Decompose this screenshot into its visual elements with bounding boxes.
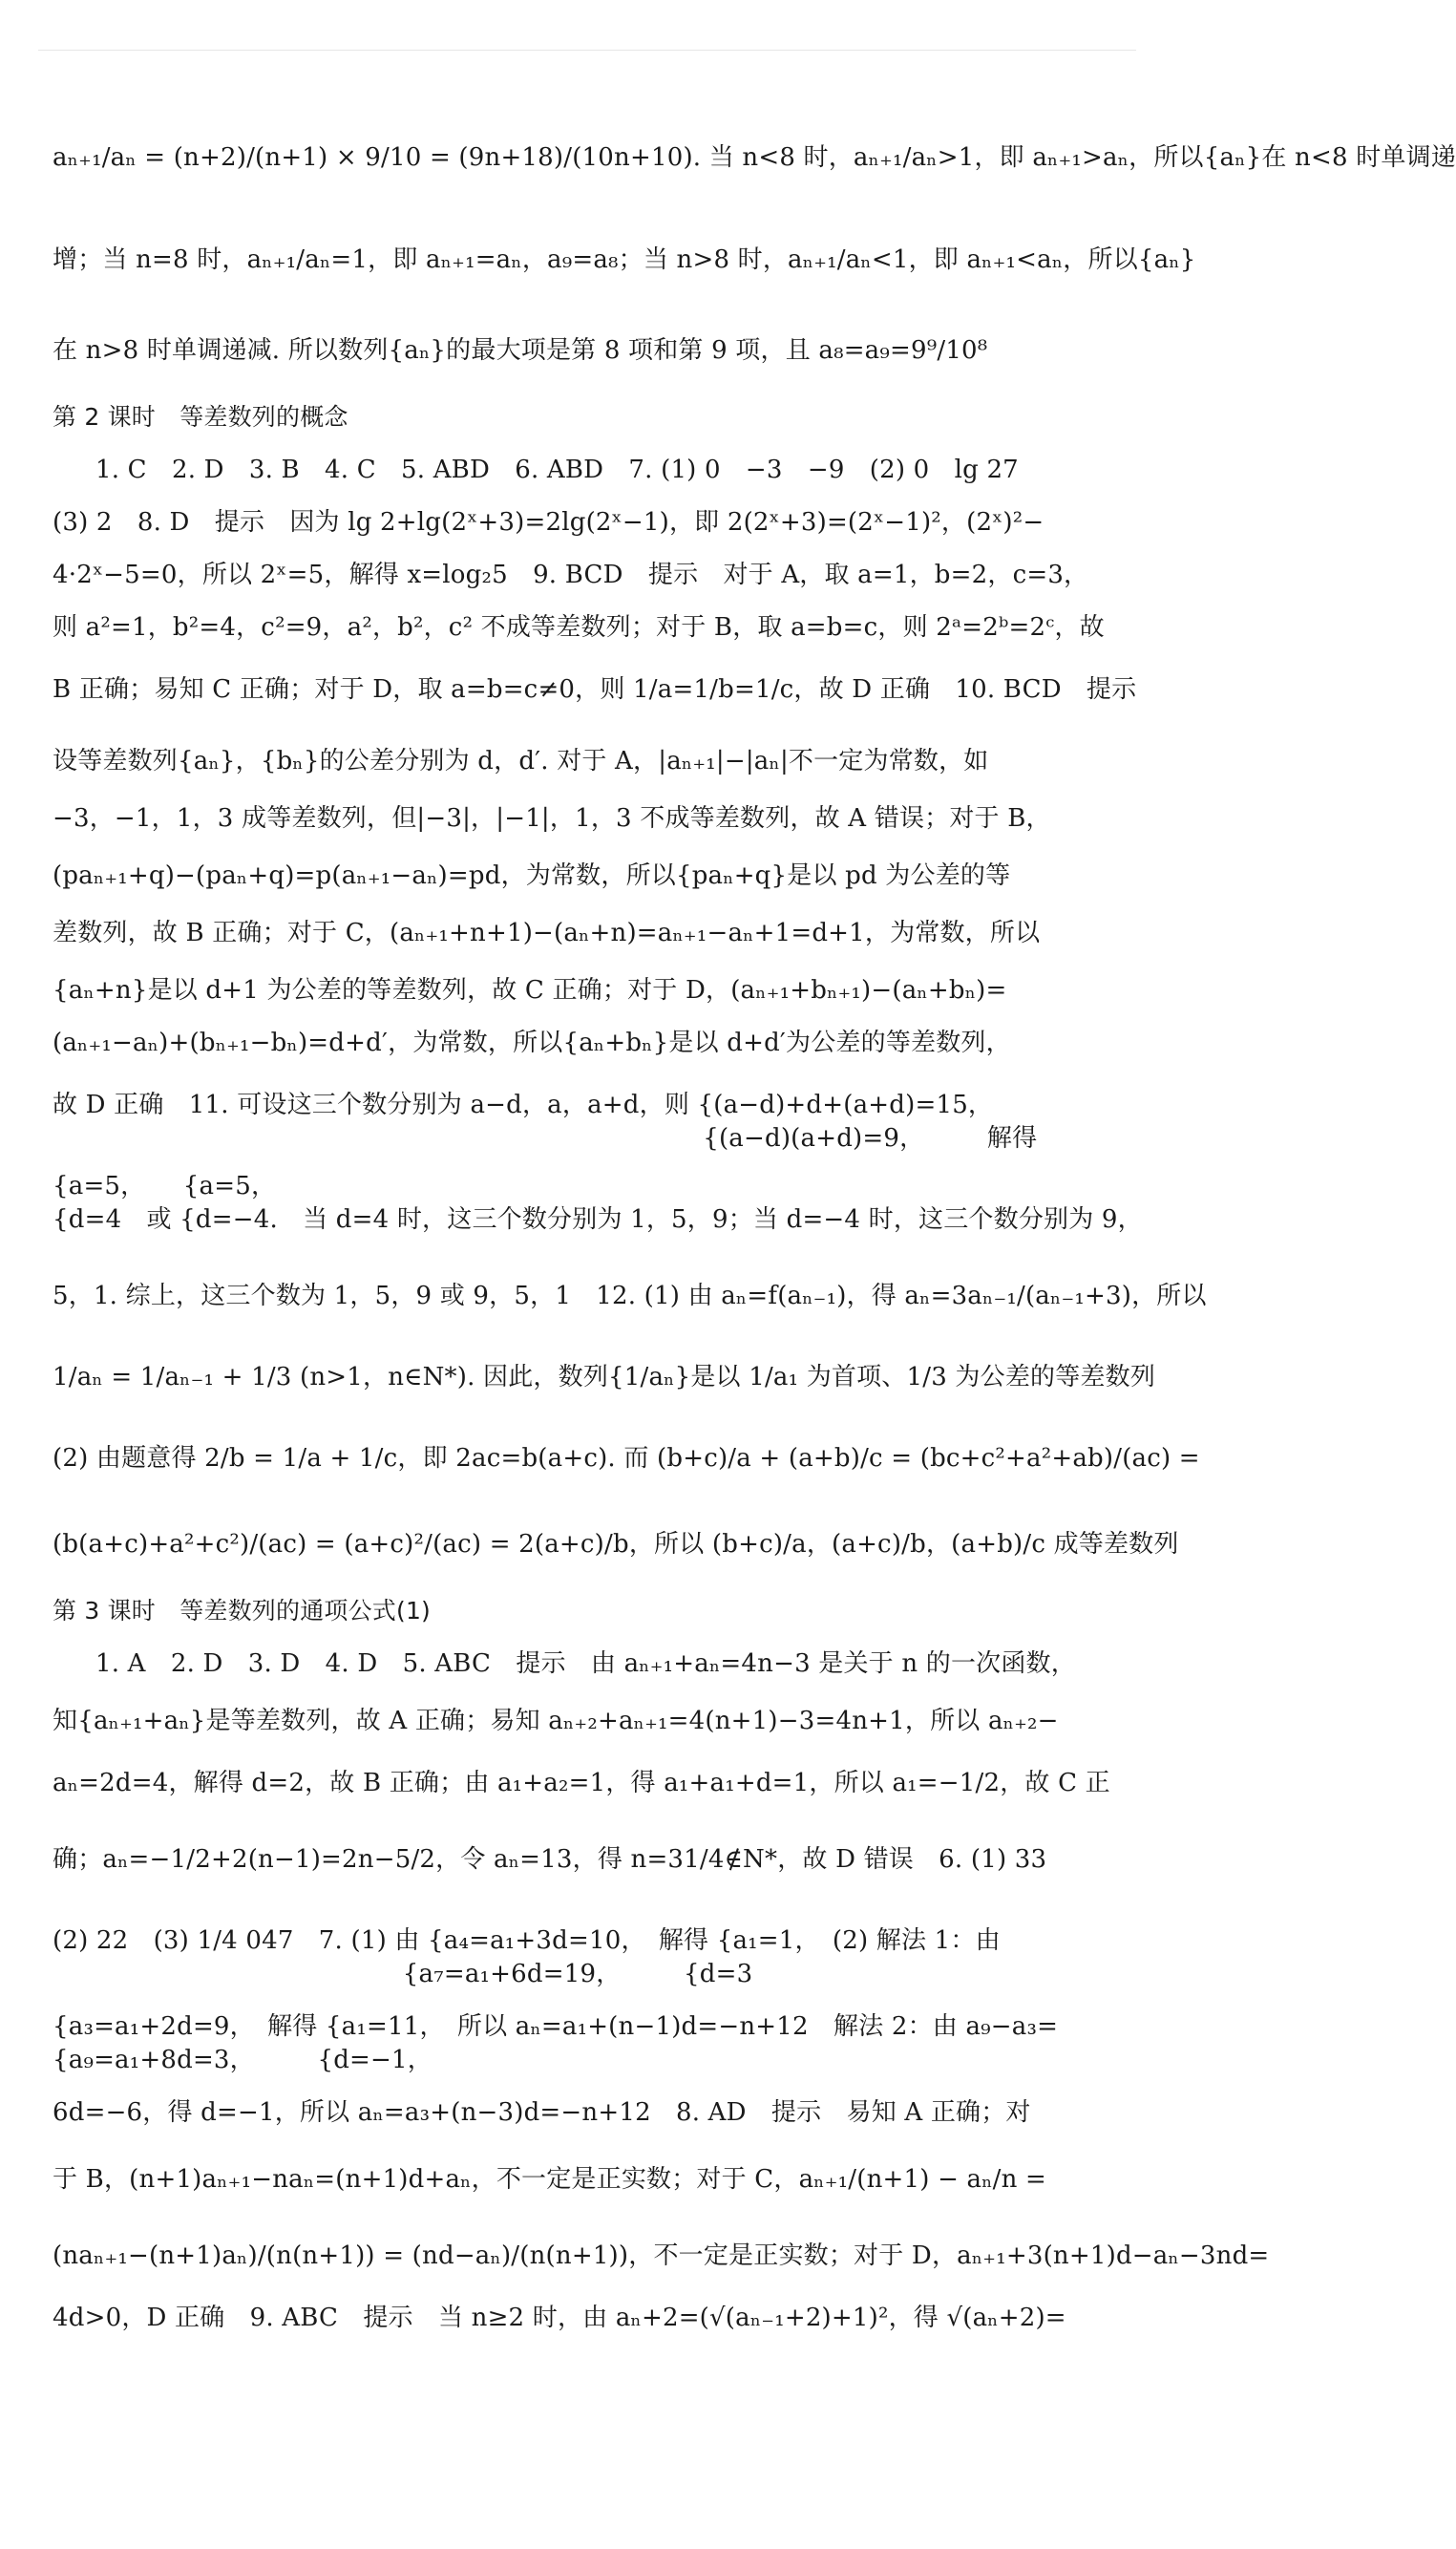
text-line: 差数列，故 B 正确；对于 C，(aₙ₊₁+n+1)−(aₙ+n)=aₙ₊₁−aₙ+1=d+1，为常数，所以	[53, 919, 1041, 947]
text-line: 5，1. 综上，这三个数为 1，5，9 或 9，5，1 12. (1) 由 aₙ=f(aₙ₋₁)，得 aₙ=3aₙ₋₁/(aₙ₋₁+3)，所以	[53, 1282, 1207, 1310]
text-line: 6d=−6，得 d=−1，所以 aₙ=a₃+(n−3)d=−n+12 8. AD 提示 易知 A 正确；对	[53, 2098, 1031, 2127]
text-line: 1. A 2. D 3. D 4. D 5. ABC 提示 由 aₙ₊₁+aₙ=4n−3 是关于 n 的一次函数，	[95, 1649, 1076, 1678]
text-line: 4d>0，D 正确 9. ABC 提示 当 n≥2 时，由 aₙ+2=(√(aₙ₋₁+2)+1)²，得 √(aₙ+2)=	[53, 2304, 1066, 2332]
text-line: (2) 由题意得 2/b = 1/a + 1/c，即 2ac=b(a+c). 而 (b+c)/a + (a+b)/c = (bc+c²+a²+ab)/(ac) =	[53, 1444, 1200, 1473]
text-line: B 正确；易知 C 正确；对于 D，取 a=b=c≠0，则 1/a=1/b=1/c，故 D 正确 10. BCD 提示	[53, 675, 1137, 704]
text-line: 在 n>8 时单调递减. 所以数列{aₙ}的最大项是第 8 项和第 9 项，且 a₈=a₉=9⁹/10⁸	[53, 336, 988, 365]
text-line: (paₙ₊₁+q)−(paₙ+q)=p(aₙ₊₁−aₙ)=pd，为常数，所以{paₙ+q}是以 pd 为公差的等	[53, 861, 1011, 890]
top-divider	[38, 50, 1136, 51]
text-line: 设等差数列{aₙ}，{bₙ}的公差分别为 d，d′. 对于 A，|aₙ₊₁|−|aₙ|不一定为常数，如	[53, 747, 989, 775]
text-line: (3) 2 8. D 提示 因为 lg 2+lg(2ˣ+3)=2lg(2ˣ−1)，即 2(2ˣ+3)=(2ˣ−1)²，(2ˣ)²−	[53, 508, 1045, 537]
text-line: 故 D 正确 11. 可设这三个数分别为 a−d，a，a+d，则 {(a−d)+d+(a+d)=15，	[53, 1091, 994, 1119]
text-line: {a₃=a₁+2d=9， 解得 {a₁=11， 所以 aₙ=a₁+(n−1)d=−n+12 解法 2：由 a₉−a₃=	[53, 2012, 1059, 2041]
text-line: 1. C 2. D 3. B 4. C 5. ABD 6. ABD 7. (1) 0 −3 −9 (2) 0 lg 27	[95, 456, 1019, 484]
text-line: 4·2ˣ−5=0，所以 2ˣ=5，解得 x=log₂5 9. BCD 提示 对于 A，取 a=1，b=2，c=3，	[53, 561, 1089, 589]
text-line: aₙ=2d=4，解得 d=2，故 B 正确；由 a₁+a₂=1，得 a₁+a₁+d=1，所以 a₁=−1/2，故 C 正	[53, 1769, 1110, 1797]
text-line: 知{aₙ₊₁+aₙ}是等差数列，故 A 正确；易知 aₙ₊₂+aₙ₊₁=4(n+1)−3=4n+1，所以 aₙ₊₂−	[53, 1707, 1059, 1735]
text-line: 增；当 n=8 时，aₙ₊₁/aₙ=1，即 aₙ₊₁=aₙ，a₉=a₈；当 n>8 时，aₙ₊₁/aₙ<1，即 aₙ₊₁<aₙ，所以{aₙ}	[53, 245, 1196, 274]
section-heading: 第 2 课时 等差数列的概念	[53, 403, 348, 431]
text-line: {a₇=a₁+6d=19， {d=3	[53, 1960, 753, 1988]
text-line: 确；aₙ=−1/2+2(n−1)=2n−5/2，令 aₙ=13，得 n=31/4∉N*，故 D 错误 6. (1) 33	[53, 1845, 1047, 1874]
text-line: 于 B，(n+1)aₙ₊₁−naₙ=(n+1)d+aₙ，不一定是正实数；对于 C，aₙ₊₁/(n+1) − aₙ/n =	[53, 2165, 1047, 2194]
text-line: (aₙ₊₁−aₙ)+(bₙ₊₁−bₙ)=d+d′，为常数，所以{aₙ+bₙ}是以 d+d′为公差的等差数列，	[53, 1029, 1011, 1057]
text-line: {aₙ+n}是以 d+1 为公差的等差数列，故 C 正确；对于 D，(aₙ₊₁+bₙ₊₁)−(aₙ+bₙ)=	[53, 976, 1007, 1005]
text-line: 1/aₙ = 1/aₙ₋₁ + 1/3 (n>1，n∈N*). 因此，数列{1/aₙ}是以 1/a₁ 为首项、1/3 为公差的等差数列	[53, 1363, 1156, 1391]
text-line: {d=4 或 {d=−4. 当 d=4 时，这三个数分别为 1，5，9；当 d=−4 时，这三个数分别为 9，	[53, 1205, 1143, 1234]
text-line: 则 a²=1，b²=4，c²=9，a²，b²，c² 不成等差数列；对于 B，取 a=b=c，则 2ᵃ=2ᵇ=2ᶜ，故	[53, 613, 1105, 642]
text-line: aₙ₊₁/aₙ = (n+2)/(n+1) × 9/10 = (9n+18)/(10n+10). 当 n<8 时，aₙ₊₁/aₙ>1，即 aₙ₊₁>aₙ，所以{aₙ}在 n<8 时单调递	[53, 143, 1456, 172]
text-line: {(a−d)(a+d)=9， 解得	[53, 1124, 1038, 1153]
text-line: (2) 22 (3) 1/4 047 7. (1) 由 {a₄=a₁+3d=10， 解得 {a₁=1， (2) 解法 1：由	[53, 1926, 1001, 1955]
text-line: −3，−1，1，3 成等差数列，但|−3|，|−1|，1，3 不成等差数列，故 A 错误；对于 B，	[53, 804, 1051, 833]
text-line: {a₉=a₁+8d=3， {d=−1，	[53, 2046, 433, 2074]
text-line: (naₙ₊₁−(n+1)aₙ)/(n(n+1)) = (nd−aₙ)/(n(n+1))，不一定是正实数；对于 D，aₙ₊₁+3(n+1)d−aₙ−3nd=	[53, 2241, 1270, 2270]
section-heading: 第 3 课时 等差数列的通项公式(1)	[53, 1597, 432, 1625]
text-line: (b(a+c)+a²+c²)/(ac) = (a+c)²/(ac) = 2(a+c)/b，所以 (b+c)/a，(a+c)/b，(a+b)/c 成等差数列	[53, 1530, 1179, 1559]
text-line: {a=5， {a=5，	[53, 1172, 277, 1200]
